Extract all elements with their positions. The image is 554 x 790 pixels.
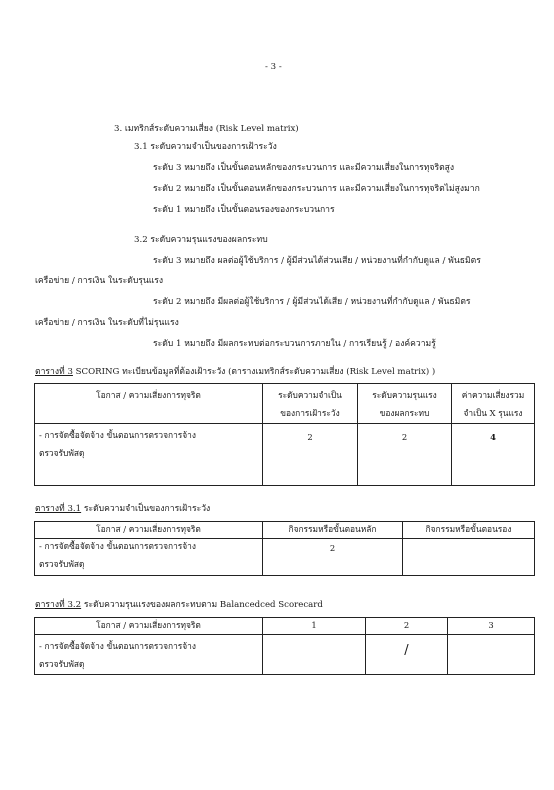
table-3-2-header-level-1: 1 [263,618,366,635]
table-3-caption [35,367,435,378]
table-3-2-risk-line1: - การจัดซื้อจัดจ้าง ขั้นตอนการตรวจการจ้าง [39,641,196,651]
section-3-heading: 3. เมทริกส์ระดับความเสี่ยง (Risk Level matrix) [114,124,299,134]
table-row [35,424,535,486]
table-3-header-severity-line2: ของผลกระทบ [379,408,430,418]
table-3 [34,383,535,486]
table-3-1-header-risk: โอกาส / ความเสี่ยงการทุจริต [35,522,263,539]
table-3-1-header-row [35,522,535,539]
severity-level-2-line2: เครือข่าย / การเงิน ในระดับที่ไม่รุนแรง [35,318,179,328]
table-3-header-total-line2: จำเป็น X รุนแรง [463,408,523,418]
table-3-2-level-1-cell [263,635,366,675]
table-3-1-title: ระดับความจำเป็นของการเฝ้าระวัง [83,504,211,514]
section-3-1-heading: 3.1 ระดับความจำเป็นของการเฝ้าระวัง [134,142,277,152]
table-3-title: SCORING ทะเบียนข้อมูลที่ต้องเฝ้าระวัง (ตารางเมทริกส์ระดับความเสี่ยง (Risk Level matrix) ) [75,367,436,377]
table-3-2-risk-cell [35,635,263,675]
table-row [35,539,535,576]
table-3-total-value: 4 [452,424,535,486]
severity-level-3-line2: เครือข่าย / การเงิน ในระดับรุนแรง [35,276,164,286]
section-3-2-heading: 3.2 ระดับความรุนแรงของผลกระทบ [134,235,268,245]
table-3-2-header-row [35,618,535,635]
table-3-header-total [452,384,535,424]
table-3-label: ตารางที่ 3 [35,367,73,377]
table-3-header-severity-line1: ระดับความรุนแรง [372,390,437,400]
table-3-2-level-3-cell [448,635,535,675]
table-3-2-header-level-3: 3 [448,618,535,635]
table-3-2-check-mark: / [404,643,409,658]
table-3-risk-line2: ตรวจรับพัสดุ [39,448,85,458]
necessity-level-1: ระดับ 1 หมายถึง เป็นขั้นตอนรองของกระบวนการ [153,205,335,215]
table-3-header-necessity-line2: ของการเฝ้าระวัง [280,408,340,418]
table-3-1-caption [35,504,210,515]
table-3-1-header-secondary: กิจกรรมหรือขั้นตอนรอง [403,522,535,539]
table-3-1-header-main: กิจกรรมหรือขั้นตอนหลัก [263,522,403,539]
table-3-risk-line1: - การจัดซื้อจัดจ้าง ขั้นตอนการตรวจการจ้าง [39,430,196,440]
table-3-2-title: ระดับความรุนแรงของผลกระทบตาม Balancedced Scorecard [83,600,323,610]
table-3-2-header-risk: โอกาส / ความเสี่ยงการทุจริต [35,618,263,635]
severity-level-1: ระดับ 1 หมายถึง มีผลกระทบต่อกระบวนการภายใน / การเรียนรู้ / องค์ความรู้ [153,339,436,349]
table-3-1-main-value: 2 [263,539,403,576]
table-3-1-risk-line1: - การจัดซื้อจัดจ้าง ขั้นตอนการตรวจการจ้าง [39,541,196,551]
necessity-level-3: ระดับ 3 หมายถึง เป็นขั้นตอนหลักของกระบวนการ และมีความเสี่ยงในการทุจริตสูง [153,163,455,173]
necessity-level-2: ระดับ 2 หมายถึง เป็นขั้นตอนหลักของกระบวนการ และมีความเสี่ยงในการทุจริตไม่สูงมาก [153,184,480,194]
table-3-header-total-line1: ค่าความเสี่ยงรวม [461,390,525,400]
table-3-header-row [35,384,535,424]
table-3-header-necessity [263,384,358,424]
table-3-2-risk-line2: ตรวจรับพัสดุ [39,659,85,669]
table-3-2 [34,617,535,675]
table-3-2-caption [35,600,323,611]
table-3-header-necessity-line1: ระดับความจำเป็น [278,390,342,400]
table-3-1-secondary-value [403,539,535,576]
severity-level-3-line1: ระดับ 3 หมายถึง ผลต่อผู้ใช้บริการ / ผู้มีส่วนได้ส่วนเสีย / หน่วยงานที่กำกับดูแล / พันธมิตร [153,256,481,266]
table-3-1-risk-cell [35,539,263,576]
severity-level-2-line1: ระดับ 2 หมายถึง มีผลต่อผู้ใช้บริการ / ผู้มีส่วนได้เสีย / หน่วยงานที่กำกับดูแล / พันธมิตร [153,297,471,307]
table-3-risk-cell [35,424,263,486]
table-3-1-label: ตารางที่ 3.1 [35,504,82,514]
table-3-header-risk: โอกาส / ความเสี่ยงการทุจริต [35,384,263,424]
table-3-2-level-2-cell [366,635,448,675]
table-3-severity-value: 2 [358,424,452,486]
table-3-2-label: ตารางที่ 3.2 [35,600,82,610]
table-row [35,635,535,675]
table-3-header-severity [358,384,452,424]
table-3-2-header-level-2: 2 [366,618,448,635]
table-3-1 [34,521,535,576]
page-number: - 3 - [265,62,282,72]
table-3-1-risk-line2: ตรวจรับพัสดุ [39,559,85,569]
table-3-necessity-value: 2 [263,424,358,486]
